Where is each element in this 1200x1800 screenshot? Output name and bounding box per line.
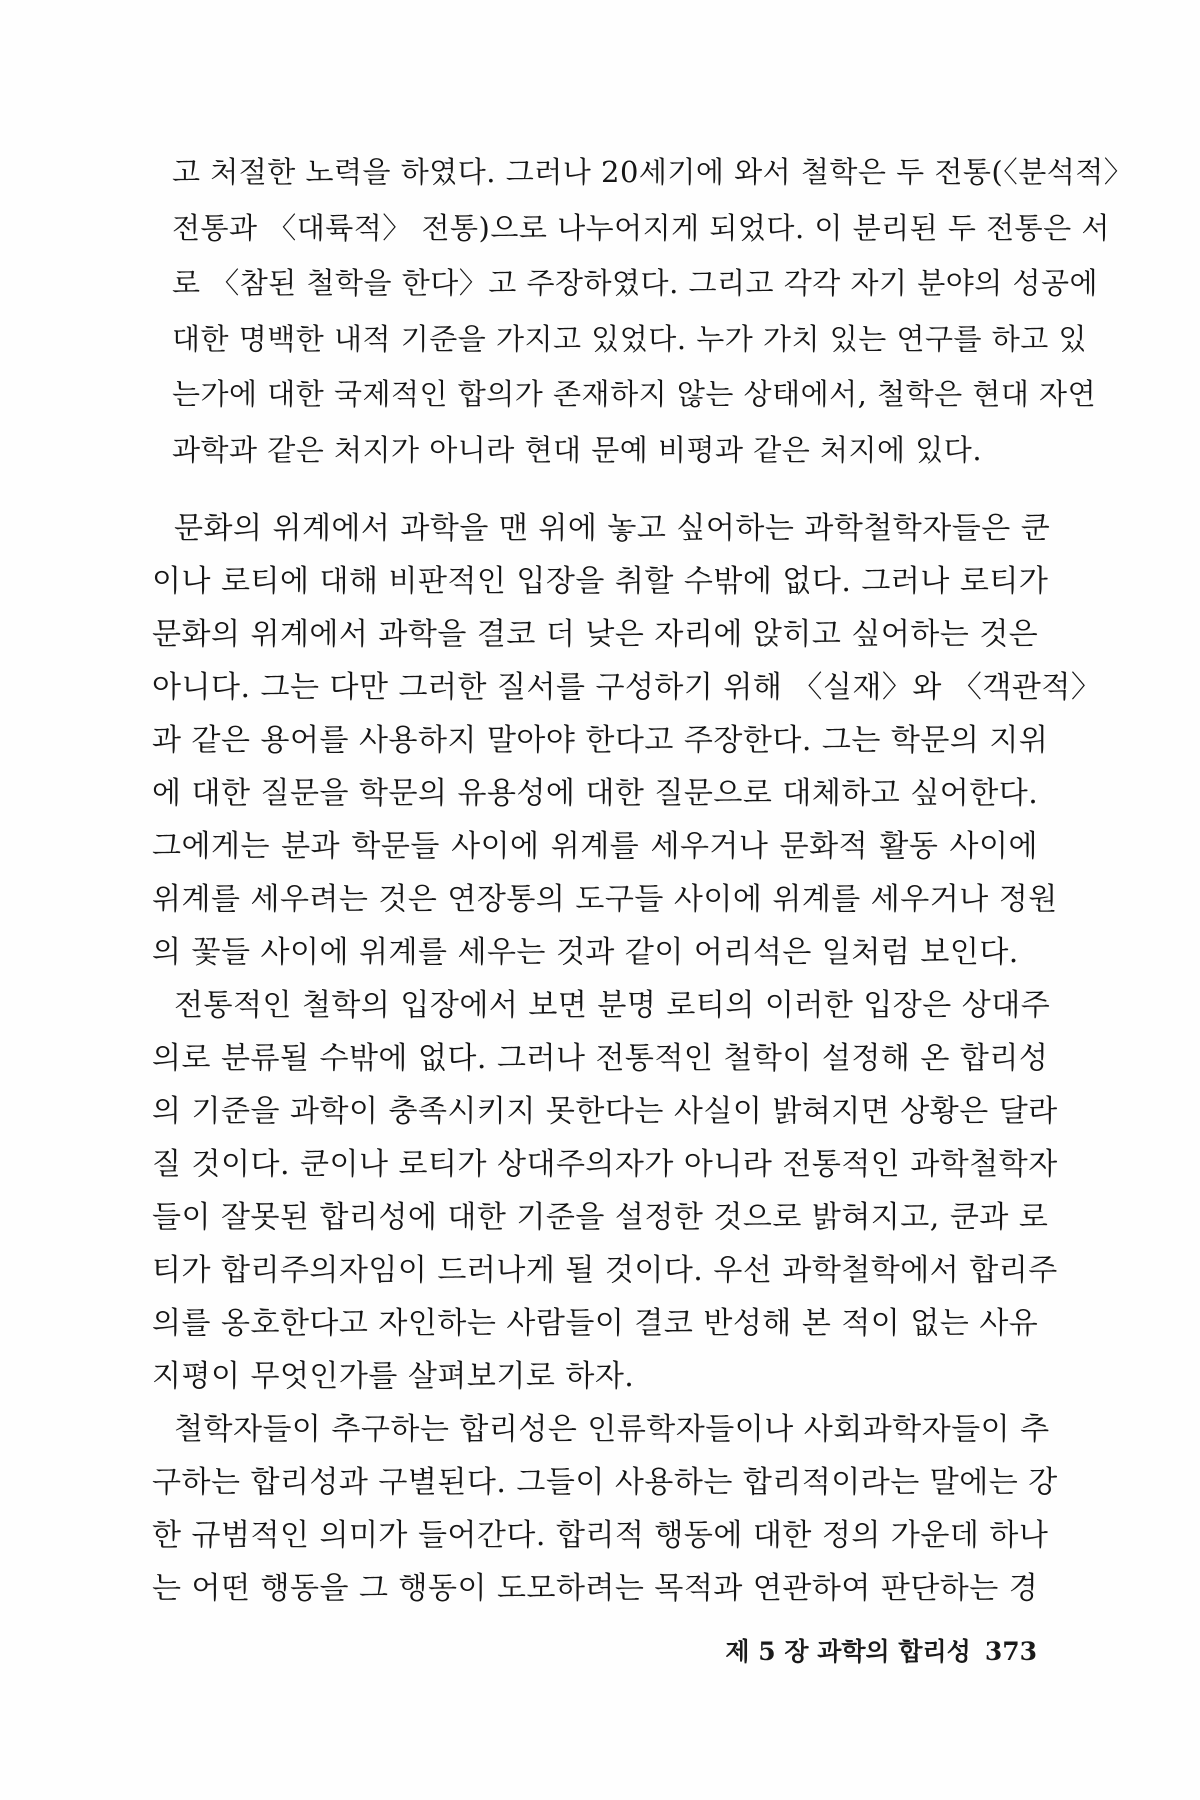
quote-line: 전통과 〈대륙적〉 전통)으로 나누어지게 되었다. 이 분리된 두 전통은 서 bbox=[172, 210, 1110, 245]
running-footer-chapter: 제 5 장 과학의 합리성 bbox=[725, 1637, 971, 1666]
paragraph-line: 티가 합리주의자임이 드러나게 될 것이다. 우선 과학철학에서 합리주 bbox=[152, 1253, 1058, 1288]
paragraph-line: 에 대한 질문을 학문의 유용성에 대한 질문으로 대체하고 싶어한다. bbox=[152, 776, 1039, 811]
paragraph-line: 철학자들이 추구하는 합리성은 인류학자들이나 사회과학자들이 추 bbox=[174, 1412, 1050, 1447]
paragraph-line: 문화의 위계에서 과학을 결코 더 낮은 자리에 앉히고 싶어하는 것은 bbox=[152, 617, 1039, 652]
block-quote bbox=[172, 145, 1134, 478]
paragraph-line: 아니다. 그는 다만 그러한 질서를 구성하기 위해 〈실재〉와 〈객관적〉 bbox=[152, 670, 1102, 705]
quote-line: 과학과 같은 처지가 아니라 현대 문예 비평과 같은 처지에 있다. bbox=[172, 432, 983, 467]
paragraph-line: 전통적인 철학의 입장에서 보면 분명 로티의 이러한 입장은 상대주 bbox=[174, 988, 1051, 1023]
paragraph-line: 문화의 위계에서 과학을 맨 위에 놓고 싶어하는 과학철학자들은 쿤 bbox=[174, 511, 1051, 546]
page-number: 373 bbox=[984, 1637, 1037, 1666]
paragraph-line: 그에게는 분과 학문들 사이에 위계를 세우거나 문화적 활동 사이에 bbox=[152, 829, 1038, 864]
paragraph-line: 의 기준을 과학이 충족시키지 못한다는 사실이 밝혀지면 상황은 달라 bbox=[152, 1094, 1058, 1129]
page-footer bbox=[725, 1632, 1037, 1668]
quote-line: 는가에 대한 국제적인 합의가 존재하지 않는 상태에서, 철학은 현대 자연 bbox=[172, 377, 1097, 411]
paragraph-line: 위계를 세우려는 것은 연장통의 도구들 사이에 위계를 세우거나 정원 bbox=[152, 882, 1058, 917]
paragraph-line: 의를 옹호한다고 자인하는 사람들이 결코 반성해 본 적이 없는 사유 bbox=[152, 1306, 1039, 1341]
paragraph-line: 이나 로티에 대해 비판적인 입장을 취할 수밖에 없다. 그러나 로티가 bbox=[152, 564, 1049, 599]
paragraph-line: 지평이 무엇인가를 살펴보기로 하자. bbox=[152, 1359, 635, 1394]
paragraph-line: 들이 잘못된 합리성에 대한 기준을 설정한 것으로 밝혀지고, 쿤과 로 bbox=[152, 1200, 1049, 1235]
paragraph-line: 의로 분류될 수밖에 없다. 그러나 전통적인 철학이 설정해 온 합리성 bbox=[152, 1041, 1049, 1076]
paragraph-line: 구하는 합리성과 구별된다. 그들이 사용하는 합리적이라는 말에는 강 bbox=[152, 1465, 1058, 1500]
paragraph-line: 의 꽃들 사이에 위계를 세우는 것과 같이 어리석은 일처럼 보인다. bbox=[152, 935, 1019, 970]
body-text bbox=[152, 502, 1102, 1615]
paragraph-line: 한 규범적인 의미가 들어간다. 합리적 행동에 대한 정의 가운데 하나 bbox=[152, 1518, 1049, 1553]
paragraph-line: 과 같은 용어를 사용하지 말아야 한다고 주장한다. 그는 학문의 지위 bbox=[152, 723, 1049, 758]
paragraph-line: 질 것이다. 쿤이나 로티가 상대주의자가 아니라 전통적인 과학철학자 bbox=[152, 1147, 1058, 1182]
quote-line: 대한 명백한 내적 기준을 가지고 있었다. 누가 가치 있는 연구를 하고 있 bbox=[172, 321, 1088, 356]
paragraph-line: 는 어떤 행동을 그 행동이 도모하려는 목적과 연관하여 판단하는 경 bbox=[152, 1571, 1039, 1606]
quote-line: 고 처절한 노력을 하였다. 그러나 20세기에 와서 철학은 두 전통(〈분석적〉 bbox=[172, 155, 1134, 189]
quote-line: 로 〈참된 철학을 한다〉고 주장하였다. 그리고 각각 자기 분야의 성공에 bbox=[172, 266, 1099, 300]
